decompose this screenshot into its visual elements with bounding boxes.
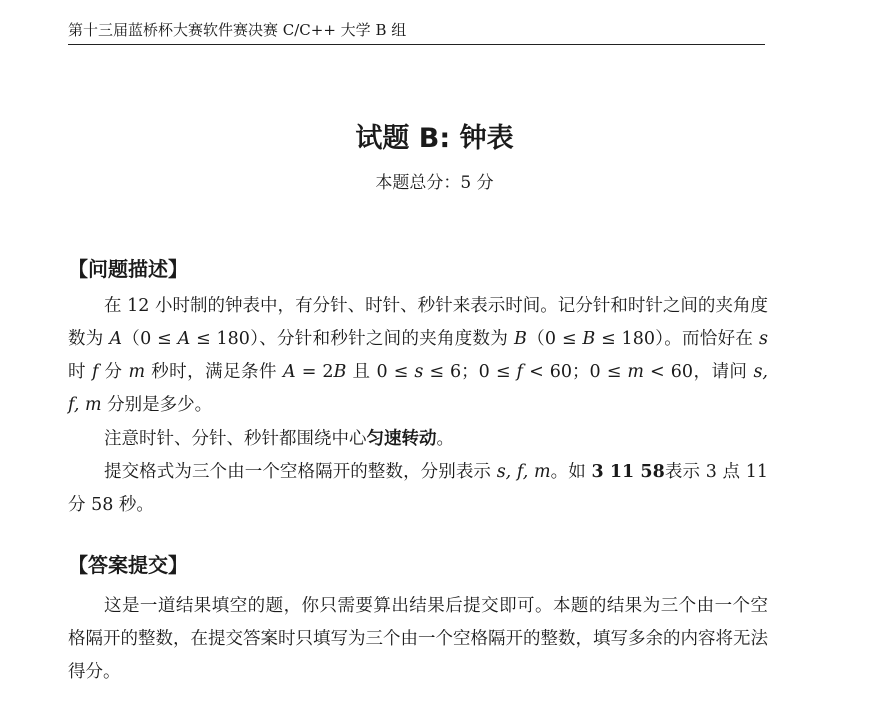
submission-heading: 【答案提交】 [68, 553, 188, 577]
description-paragraph-3: 提交格式为三个由一个空格隔开的整数，分别表示 s, f, m。如 3 11 58表示 3 点 11 分 58 秒。 [68, 462, 769, 515]
page-header: 第十三届蓝桥杯大赛软件赛决赛 C/C++ 大学 B 组 [68, 20, 765, 45]
description-paragraph-2: 注意时针、分针、秒针都围绕中心匀速转动。 [104, 429, 454, 449]
problem-score: 本题总分：5 分 [375, 173, 494, 193]
example-answer: 3 11 58 [591, 462, 665, 482]
submission-paragraph: 这是一道结果填空的题，你只需要算出结果后提交即可。本题的结果为三个由一个空格隔开的整数，在提交答案时只填写为三个由一个空格隔开的整数，填写多余的内容将无法得分。 [68, 596, 768, 682]
description-heading: 【问题描述】 [68, 257, 188, 281]
problem-title: 试题 B: 钟表 [355, 123, 514, 154]
emphasis-uniform-rotation: 匀速转动 [366, 429, 437, 449]
description-paragraph-1: 在 12 小时制的钟表中，有分针、时针、秒针来表示时间。记分针和时针之间的夹角度数为 A（0 ≤ A ≤ 180）、分针和秒针之间的夹角度数为 B（0 ≤ B ≤ 180）。而恰好在 s 时 f 分 m 秒时，满足条件 A = 2B 且 0 ≤ s ≤ 6；0 ≤ f < 60；0 ≤ m < 60，请问 s, f, m 分别是多少。 [68, 296, 768, 415]
